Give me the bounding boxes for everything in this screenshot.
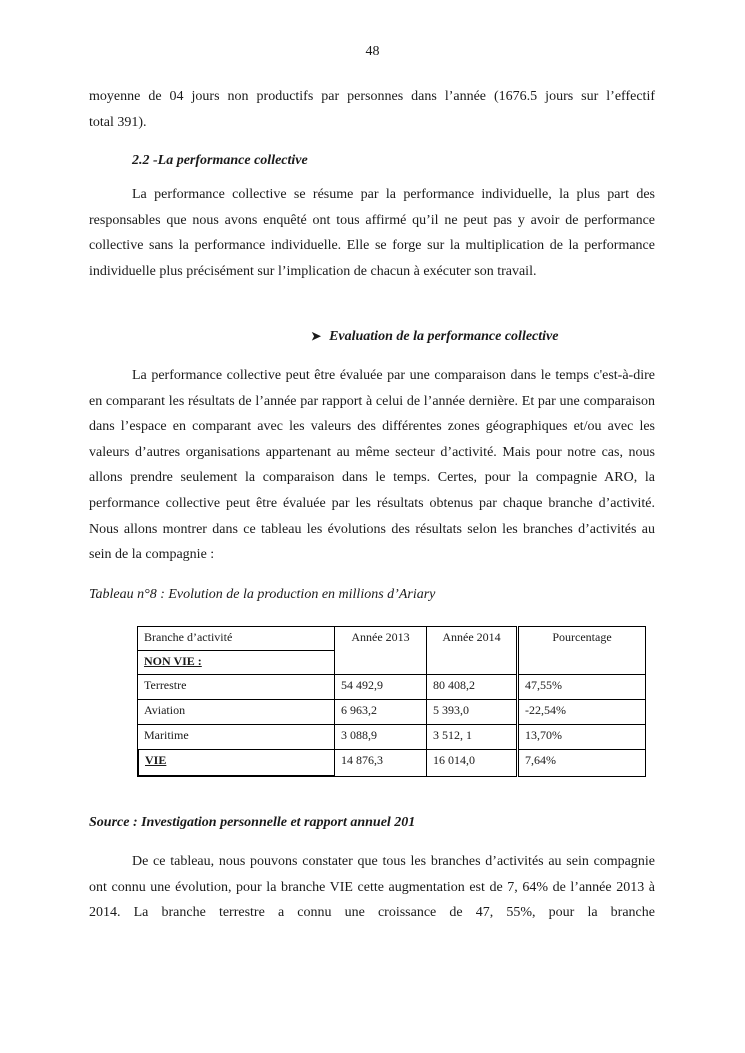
table-row-vie-pourcentage: 7,64% [518,749,646,777]
intro-line-2: total 391). [89,115,147,130]
section-heading: 2.2 -La performance collective [132,153,308,168]
bullet-heading [311,329,558,345]
table-row-vie-2013: 14 876,3 [334,749,427,777]
table-caption: Tableau n°8 : Evolution de la production en millions d’Ariary [89,587,436,602]
table-row-maritime-pourcentage: 13,70% [518,724,646,750]
table-row-aviation-2013: 6 963,2 [334,699,427,725]
header-annee-2013: Année 2013 [334,626,427,675]
table-row-vie-branche: VIE [137,749,335,777]
header-branche: Branche d’activité [137,626,335,651]
paragraph-evaluation: La performance collective peut être évaluée par une comparaison dans le temps c'est-à-dire en comparant les résultats de l’année par rapport à celui de l’année dernière. Et par une comparaison dans l’espace en comparant avec les valeurs des différentes zones géographiques et/ou avec les valeurs d’autres organisations appartenant au même secteur d’activité. Mais pour notre cas, nous allons prendre seulement la comparaison dans le temps. Certes, pour la compagnie ARO, la performance collective peut être évaluée par les résultats obtenus par chaque branche d’activité. Nous allons montrer dans ce tableau les évolutions des résultats selon les branches d’activités au sein de la compagnie : [89,368,655,563]
group-label-non-vie: NON VIE : [137,650,335,675]
table-row-terrestre-branche: Terrestre [137,674,335,700]
table-row-maritime-2014: 3 512, 1 [426,724,517,750]
header-annee-2014: Année 2014 [426,626,517,675]
arrow-bullet-icon: ➤ [311,329,322,343]
table-row-terrestre-2014: 80 408,2 [426,674,517,700]
bullet-heading-text: Evaluation de la performance collective [329,329,559,344]
production-table [137,626,646,777]
table-row-vie-2014: 16 014,0 [426,749,517,777]
intro-line-1: moyenne de 04 jours non productifs par personnes dans l’année (1676.5 jours sur l’effectif [89,89,655,104]
page-number: 48 [365,44,380,59]
table-source: Source : Investigation personnelle et rapport annuel 201 [89,815,416,830]
paragraph-performance-collective: La performance collective se résume par la performance individuelle, la plus part des responsables que nous avons enquêté ont tous affirmé qu’il ne peut pas y avoir de performance collective sans la performance individuelle. Elle se forge sur la multiplication de la performance individuelle plus précisément sur l’implication de chacun à exécuter son travail. [89,187,655,279]
table-row-aviation-pourcentage: -22,54% [518,699,646,725]
table-row-terrestre-pourcentage: 47,55% [518,674,646,700]
header-pourcentage: Pourcentage [518,626,646,675]
table-row-aviation-branche: Aviation [137,699,335,725]
table-row-maritime-2013: 3 088,9 [334,724,427,750]
table-row-aviation-2014: 5 393,0 [426,699,517,725]
paragraph-analysis: De ce tableau, nous pouvons constater que tous les branches d’activités au sein compagnie ont connu une évolution, pour la branche VIE cette augmentation est de 7, 64% de l’année 2013 à 2014. La branche terrestre a connu une croissance de 47, 55%, pour la branche [89,854,655,921]
table-row-terrestre-2013: 54 492,9 [334,674,427,700]
table-row-maritime-branche: Maritime [137,724,335,750]
